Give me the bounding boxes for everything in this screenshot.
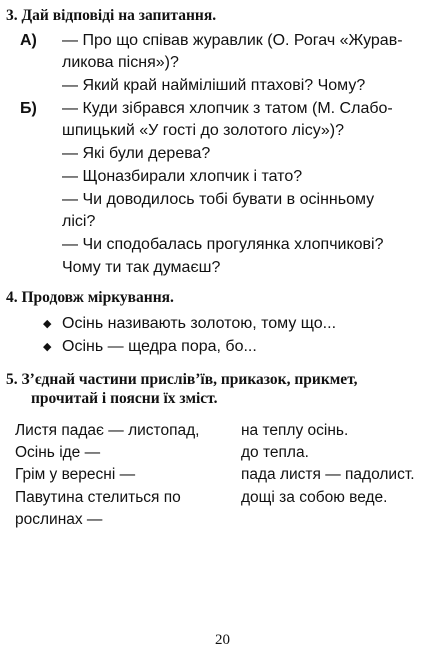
proverb-start-4: Павутина стелиться по [15, 489, 181, 506]
task-3-marker-a: А) [20, 32, 37, 49]
question-b-line-7: — Чи сподобалась прогулянка хлопчикові? [62, 236, 384, 253]
reasoning-item-2: Осінь — щедра пора, бо... [62, 338, 257, 355]
question-b-line-5: — Чи доводилось тобі бувати в осінньому [62, 191, 375, 208]
task-5-title-line-2: прочитай і поясни їх зміст. [31, 390, 218, 407]
proverb-end-1: на теплу осінь. [241, 422, 349, 439]
question-b-line-3: — Які були дерева? [62, 145, 211, 162]
proverb-end-3: пада листя — падолист. [241, 466, 415, 483]
diamond-bullet-icon: ◆ [43, 317, 52, 330]
question-b-line-1: — Куди зібрався хлопчик з татом (М. Слабо- [62, 100, 393, 117]
proverb-start-4-cont: рослинах — [15, 511, 103, 528]
question-a-line-3: — Який край найміліший птахові? Чому? [62, 77, 366, 94]
question-b-line-2: шпицький «У гості до золотого лісу»)? [62, 122, 344, 139]
proverb-end-4: дощі за собою веде. [241, 489, 388, 506]
question-b-line-4: — Щоназбирали хлопчик і тато? [62, 168, 303, 185]
question-a-line-1: — Про що співав журавлик (О. Рогач «Журав- [62, 32, 403, 49]
diamond-bullet-icon: ◆ [43, 340, 52, 353]
reasoning-item-1: Осінь називають золотою, тому що... [62, 315, 337, 332]
task-4-title: 4. Продовж міркування. [6, 289, 174, 306]
proverb-start-1: Листя падає — листопад, [15, 422, 200, 439]
task-5-title-line-1: 5. З’єднай частини прислів’їв, приказок, прикмет, [6, 371, 358, 388]
proverb-end-2: до тепла. [241, 444, 309, 461]
question-a-line-2: ликова пісня»)? [62, 54, 179, 71]
proverb-start-2: Осінь іде — [15, 444, 101, 461]
proverb-start-3: Грім у вересні — [15, 466, 136, 483]
question-b-line-8: Чому ти так думаєш? [62, 259, 221, 276]
task-3-title: 3. Дай відповіді на запитання. [6, 7, 217, 24]
task-3-marker-b: Б) [20, 100, 37, 117]
page-number: 20 [215, 632, 230, 648]
question-b-line-6: лісі? [62, 213, 96, 230]
